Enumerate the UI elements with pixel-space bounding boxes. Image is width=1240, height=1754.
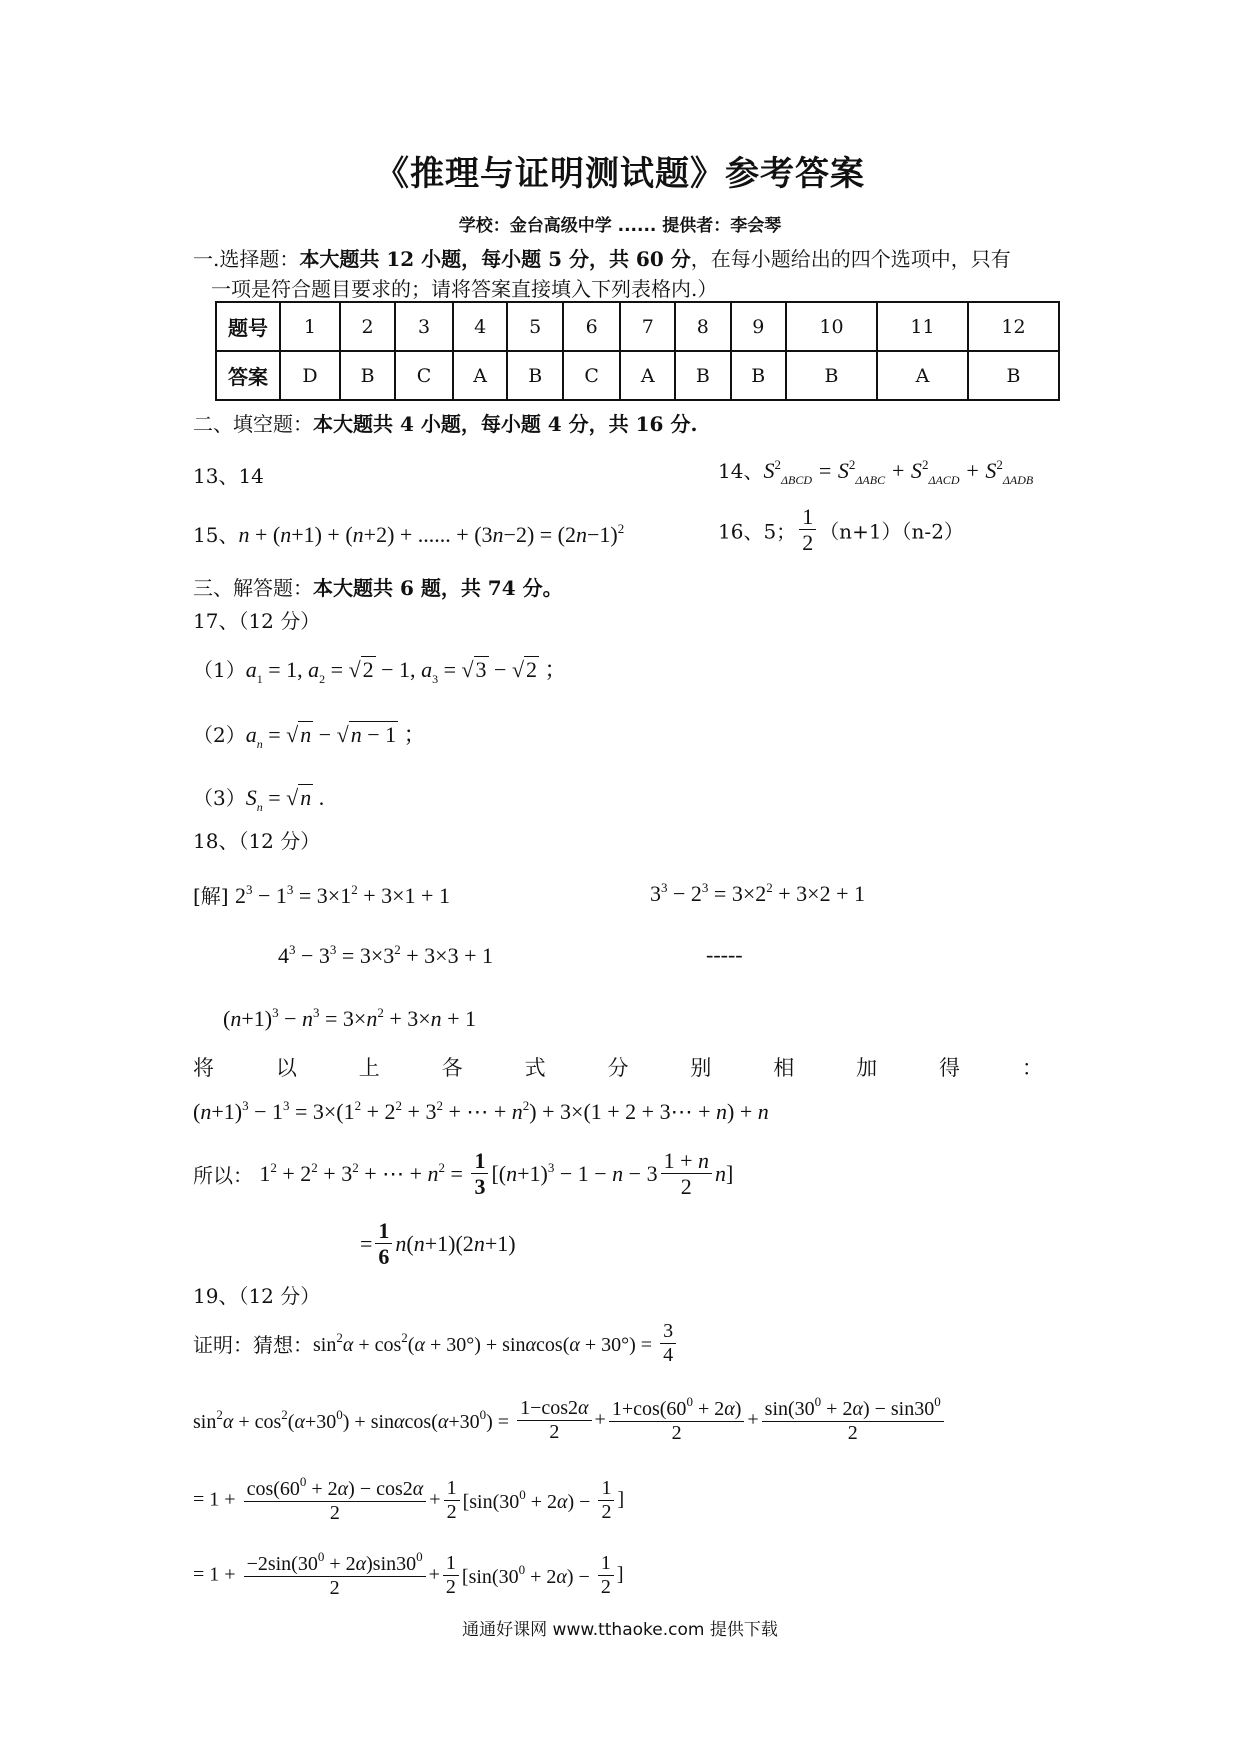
- formula-18-3: $4^3 - 3^3 = 3\times 3^2 + 3\times 3 + 1$: [278, 942, 493, 968]
- number-cell: 2: [340, 302, 395, 351]
- spread-char: 式: [524, 1056, 546, 1080]
- answer-cell: B: [731, 351, 786, 400]
- number-header: 题号: [216, 302, 280, 351]
- q19-proof-label: 证明：猜想：: [193, 1333, 313, 1357]
- q17-part3-label: （3）: [193, 786, 246, 810]
- section3-prefix: 三、解答题：: [193, 576, 313, 600]
- section2-heading: [193, 408, 697, 437]
- answer-15: [193, 519, 624, 548]
- answer-14-label: 14、: [718, 459, 764, 483]
- answer-cell: C: [395, 351, 452, 400]
- spread-char: 分: [607, 1056, 629, 1080]
- formula-15: n + (n+1) + (n+2) + ...... + $(3n-2) = (2n-1)^2$: [238, 521, 625, 547]
- fraction-19-e: $\frac{1}{2}$: [444, 1477, 460, 1524]
- q17-part1-label: （1）: [193, 658, 246, 682]
- fraction-1n-2: $\frac{1 + n}{2}$: [661, 1148, 712, 1200]
- spread-char: ：: [1021, 1056, 1043, 1080]
- fraction-19-b: $\frac{1+\cos(60^0 + 2\alpha)}{2}$: [609, 1395, 745, 1445]
- answer-header: 答案: [216, 351, 280, 400]
- spread-char: 各: [441, 1056, 463, 1080]
- formula-19-2: $\sin^2\alpha + \cos^2(\alpha+30^0) + \sin\alpha\cos(\alpha+30^0)$ = $\frac{1-\cos 2\alpha}{2}$ + $\frac{1+\cos(60^0 + 2\alpha)}{2}$ + $\frac{\sin(30^0 + 2\alpha) - \sin 30^0}{2}$: [193, 1395, 947, 1445]
- formula-18-4: $(n+1)^3 - n^3 = 3\times n^2 + 3\times n + 1$: [223, 1005, 477, 1031]
- formula-19-4: = 1 + $\frac{-2\sin(30^0 + 2\alpha)\sin 30^0}{2}$ + $\frac{1}{2}$ [$\sin(30^0 + 2\alpha)$ − $\frac{1}{2}$ ]: [193, 1549, 624, 1599]
- q18-heading: 18、（12 分）: [193, 829, 321, 853]
- q17-part2-label: （2）: [193, 723, 246, 747]
- answer-16-label: 16、5；: [718, 519, 797, 544]
- q17-part2: [193, 718, 426, 752]
- number-cell: 4: [453, 302, 508, 351]
- spread-char: 得: [939, 1056, 961, 1080]
- answer-cell: C: [563, 351, 620, 400]
- answer-14: [718, 455, 1033, 488]
- answer-cell: B: [675, 351, 730, 400]
- q18-spread-line: [193, 1052, 1043, 1082]
- section1-rest: ，在每小题给出的四个选项中，只有: [690, 247, 1011, 271]
- spread-char: 相: [773, 1056, 795, 1080]
- number-cell: 7: [620, 302, 675, 351]
- q19-conjecture: [193, 1320, 679, 1367]
- fraction-19-i: $\frac{1}{2}$: [598, 1552, 614, 1599]
- formula-18-1: $2^3 - 1^3 = 3\times 1^2 + 3\times 1 + 1$: [234, 882, 450, 908]
- number-cell: 10: [786, 302, 877, 351]
- answer-cell: B: [340, 351, 395, 400]
- section2-bold: 本大题共 4 小题，每小题 4 分，共 16 分.: [313, 412, 698, 436]
- number-cell: 12: [968, 302, 1059, 351]
- q17-heading: 17、（12 分）: [193, 609, 321, 633]
- answer-cell: B: [968, 351, 1059, 400]
- spread-char: 将: [193, 1056, 214, 1080]
- answer-table: [215, 301, 1060, 401]
- number-cell: 1: [280, 302, 340, 351]
- answer-cell: B: [786, 351, 877, 400]
- page-subtitle: 学校：金台高级中学 ...... 提供者：李会琴: [458, 216, 782, 236]
- section1-line2: 一项是符合题目要求的；请将答案直接填入下列表格内.）: [211, 277, 718, 301]
- page-footer: 通通好课网 www.tthaoke.com 提供下载: [462, 1620, 778, 1640]
- answer-cell: A: [453, 351, 508, 400]
- q18-dashes: -----: [706, 942, 743, 967]
- answer-13: 13、14: [193, 464, 264, 488]
- section3-bold: 本大题共 6 题，共 74 分。: [313, 576, 563, 600]
- section3-heading: [193, 572, 563, 601]
- q18-conclusion: [193, 1148, 733, 1200]
- formula-18-2: $3^3 - 2^3 = 3\times 2^2 + 3\times 2 + 1$: [650, 880, 865, 906]
- answer-16: [718, 504, 964, 556]
- answer-15-label: 15、: [193, 523, 239, 547]
- fraction-half: $\frac{1}{2}$: [799, 504, 816, 556]
- answer-cell: A: [877, 351, 968, 400]
- section1-heading: [193, 243, 1011, 272]
- fraction-19-g: $\frac{-2\sin(30^0 + 2\alpha)\sin 30^0}{2}$: [244, 1550, 426, 1600]
- section1-bold: 本大题共 12 小题，每小题 5 分，共 60 分: [299, 247, 691, 271]
- fraction-19-a: $\frac{1-\cos 2\alpha}{2}$: [517, 1397, 591, 1444]
- spread-char: 别: [690, 1056, 712, 1080]
- formula-18-5b: [$(n+1)^3 - 1 - n - 3$: [491, 1160, 658, 1187]
- spread-char: 上: [358, 1056, 380, 1080]
- q19-heading: 19、（12 分）: [193, 1284, 321, 1308]
- number-cell: 8: [675, 302, 730, 351]
- answer-16-rest: （n+1）（n-2）: [819, 519, 964, 544]
- answer-cell: A: [620, 351, 675, 400]
- q18-suoyi: 所以：: [193, 1163, 253, 1188]
- fraction-third: $\frac{1}{3}$: [471, 1148, 488, 1200]
- section1-prefix: 一.选择题：: [193, 247, 300, 271]
- number-cell: 11: [877, 302, 968, 351]
- fraction-19-d: $\frac{\cos(60^0 + 2\alpha) - \cos 2\alpha}{2}$: [244, 1475, 427, 1525]
- number-cell: 9: [731, 302, 786, 351]
- page-title: 《推理与证明测试题》参考答案: [375, 154, 865, 194]
- formula-18-5c: n]: [715, 1160, 734, 1186]
- number-cell: 6: [563, 302, 620, 351]
- fraction-19-c: $\frac{\sin(30^0 + 2\alpha) - \sin 30^0}{2}$: [762, 1395, 944, 1445]
- q18-jie: [解]: [193, 884, 229, 908]
- formula-18-5: $1^2 + 2^2 + 3^2$ + ⋯ + $n^2$ =: [259, 1160, 469, 1187]
- answer-cell: B: [507, 351, 562, 400]
- q18-line1: [193, 880, 450, 909]
- section2-prefix: 二、填空题：: [193, 412, 313, 436]
- number-cell: 3: [395, 302, 452, 351]
- answer-row: [216, 351, 1059, 400]
- number-cell: 5: [507, 302, 562, 351]
- formula-19-1: $\sin^2\alpha + \cos^2(\alpha + 30^\circ) + \sin\alpha\cos(\alpha + 30^\circ)$ =: [313, 1330, 658, 1356]
- fraction-19-h: $\frac{1}{2}$: [443, 1552, 459, 1599]
- q17-part3: [193, 782, 324, 815]
- spread-char: 加: [856, 1056, 878, 1080]
- spread-char: 以: [275, 1056, 297, 1080]
- formula-14: $S^2_{\Delta BCD} = S^2_{\Delta ABC} + S^2_{\Delta ACD} + S^2_{\Delta ADB}$: [763, 457, 1034, 487]
- formula-17-3: $S_n = √n$ .: [245, 785, 325, 814]
- q17-part1: [193, 653, 567, 687]
- formula-19-3: = 1 + $\frac{\cos(60^0 + 2\alpha) - \cos 2\alpha}{2}$ + $\frac{1}{2}$ [$\sin(30^0 + 2\alpha)$ − $\frac{1}{2}$ ]: [193, 1474, 625, 1524]
- answer-cell: D: [280, 351, 340, 400]
- fraction-19-f: $\frac{1}{2}$: [598, 1477, 614, 1524]
- formula-17-1: $a_1 = 1$, $a_2 = √2 - 1$, $a_3 = √3 - √2$ ；: [245, 657, 567, 686]
- formula-17-2: $a_n = √n - √n - 1$ ；: [245, 722, 426, 751]
- number-row: [216, 302, 1059, 351]
- formula-18-sum: $(n+1)^3 - 1^3 = 3\times(1^2 + 2^2 + 3^2$ + ⋯ + $n^2) + 3\times(1 + 2$ + 3⋯ + n) + n: [193, 1098, 769, 1124]
- formula-18-6: = $\frac{1}{6}$ n(n+1)(2n+1): [360, 1218, 516, 1270]
- fraction-three-quarters: $\frac{3}{4}$: [660, 1320, 676, 1367]
- fraction-sixth: $\frac{1}{6}$: [375, 1218, 392, 1270]
